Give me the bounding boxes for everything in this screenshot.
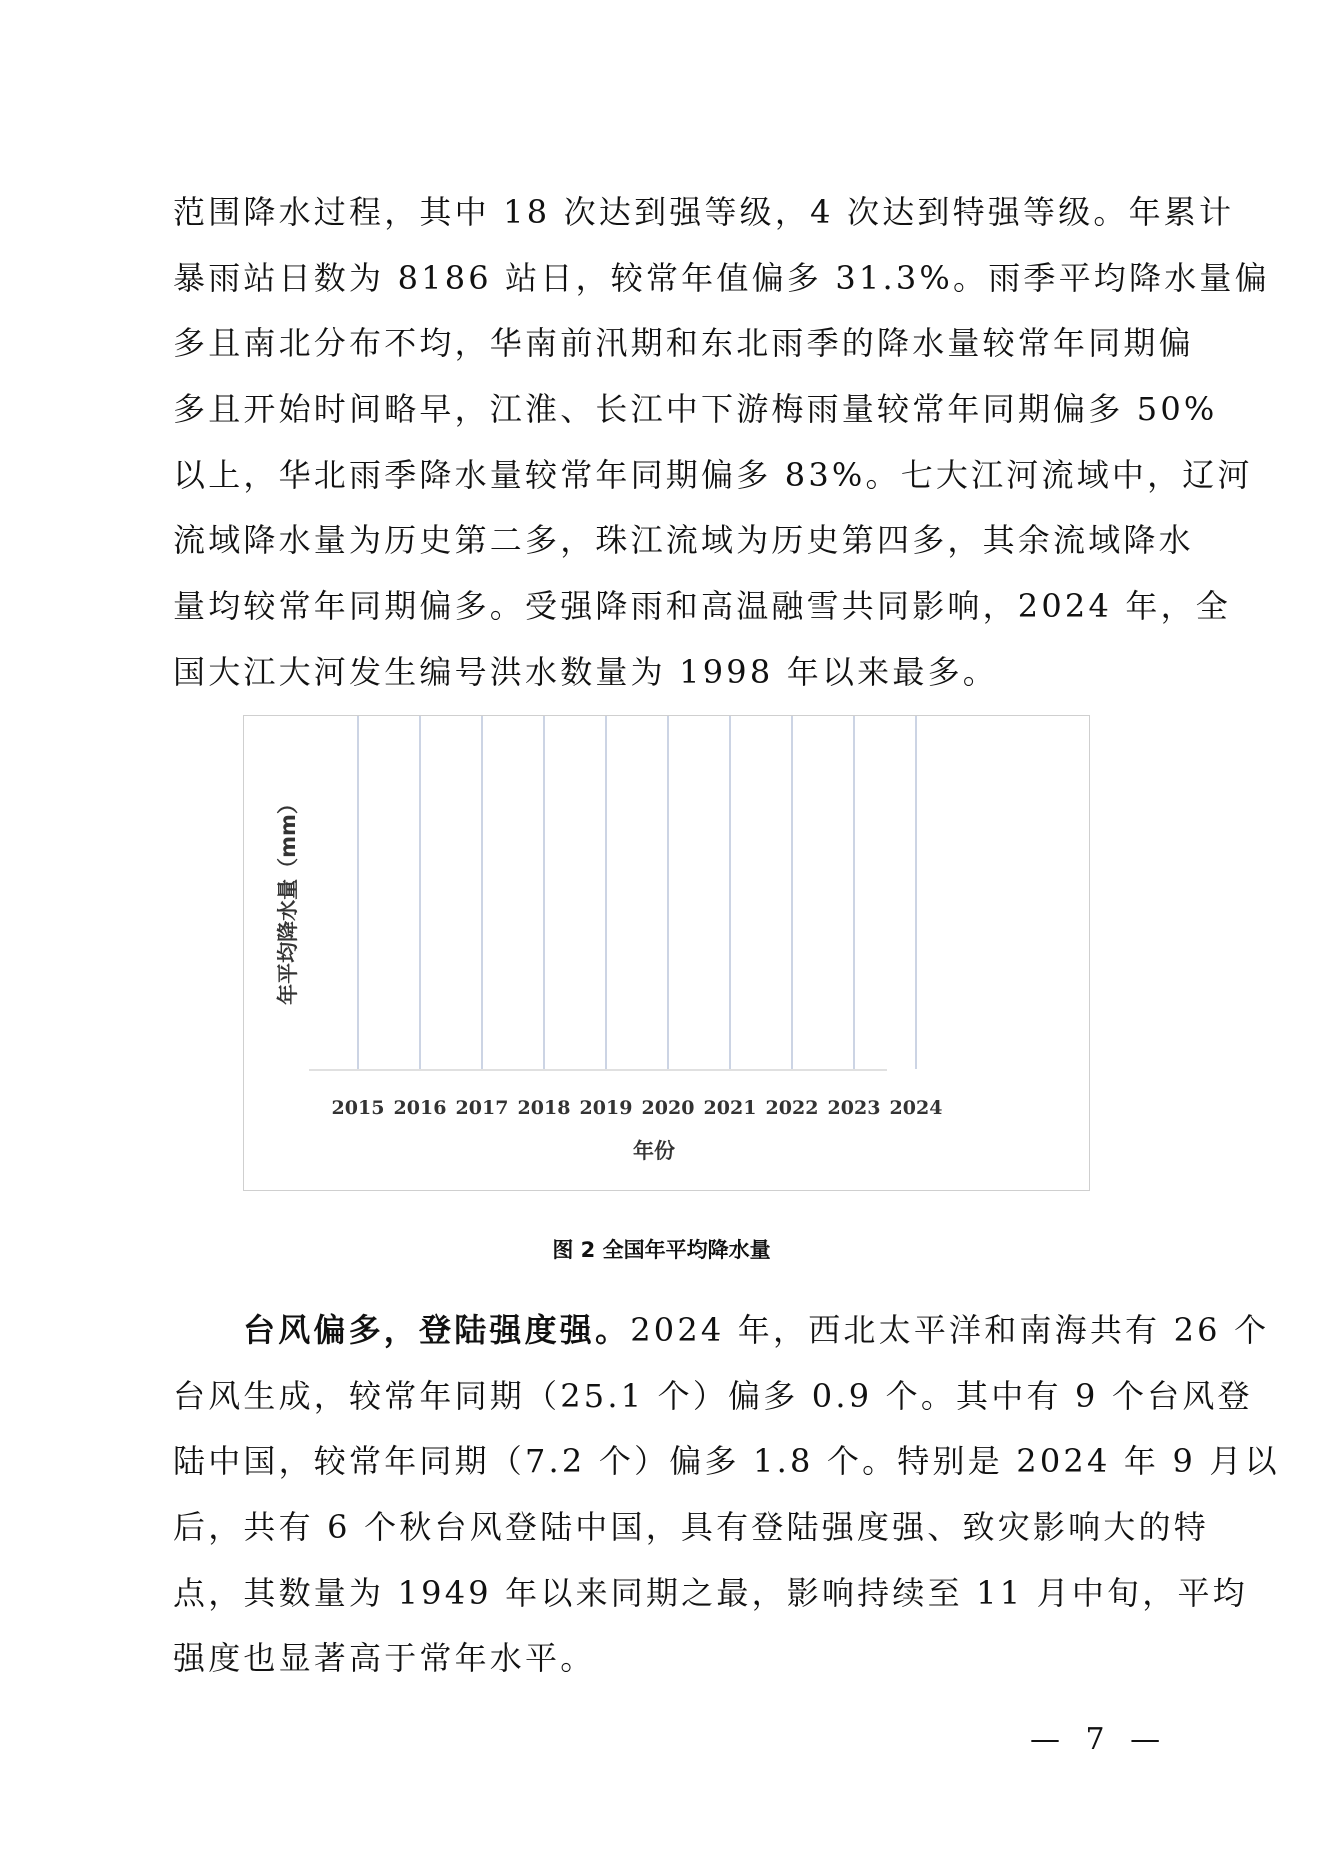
paragraph-line: 量均较常年同期偏多。受强降雨和高温融雪共同影响，2024 年，全 [173,587,1232,626]
paragraph-typhoon [173,1298,1280,1692]
x-tick-label: 2024 [889,1097,943,1119]
paragraph-heading: 台风偏多，登陆强度强。 [243,1311,631,1349]
figure-caption: 图 2 全国年平均降水量 [552,1238,771,1262]
paragraph-line: 强度也显著高于常年水平。 [173,1639,596,1678]
paragraph-line: 后，共有 6 个秋台风登陆中国，具有登陆强度强、致灾影响大的特 [173,1508,1209,1547]
paragraph-line: 暴雨站日数为 8186 站日，较常年值偏多 31.3%。雨季平均降水量偏 [173,258,1270,297]
x-tick-label: 2019 [579,1097,633,1119]
paragraph-line [173,1298,1270,1364]
paragraph-line: 国大江大河发生编号洪水数量为 1998 年以来最多。 [173,652,998,691]
paragraph-line: 点，其数量为 1949 年以来同期之最，影响持续至 11 月中旬，平均 [173,1573,1248,1612]
paragraph-line: 范围降水过程，其中 18 次达到强等级，4 次达到特强等级。年累计 [173,193,1235,231]
paragraph-rainfall [173,180,1270,706]
x-tick-label: 2017 [455,1097,509,1119]
paragraph-line: 台风生成，较常年同期（25.1 个）偏多 0.9 个。其中有 9 个台风登 [173,1376,1253,1415]
x-tick-label: 2021 [703,1097,757,1119]
paragraph-line: 多且开始时间略早，江淮、长江中下游梅雨量较常年同期偏多 50% [173,390,1218,429]
x-tick-label: 2016 [393,1097,447,1119]
paragraph-line: 多且南北分布不均，华南前汛期和东北雨季的降水量较常年同期偏 [173,324,1194,363]
x-axis-title: 年份 [633,1139,675,1163]
paragraph-text: 2024 年，西北太平洋和南海共有 26 个 [630,1311,1270,1349]
x-tick-label: 2020 [641,1097,695,1119]
paragraph-line: 陆中国，较常年同期（7.2 个）偏多 1.8 个。特别是 2024 年 9 月以 [173,1442,1280,1481]
paragraph-line: 以上，华北雨季降水量较常年同期偏多 83%。七大江河流域中，辽河 [173,455,1253,494]
paragraph-line: 流域降水量为历史第二多，珠江流域为历史第四多，其余流域降水 [173,521,1194,560]
chart-canvas [244,716,1089,1190]
precipitation-chart [243,715,1090,1191]
x-tick-label: 2023 [827,1097,881,1119]
page-number: — 7 — [1030,1722,1169,1757]
x-tick-label: 2018 [517,1097,571,1119]
y-axis-title: 年平均降水量（mm） [276,793,300,1005]
x-tick-label: 2022 [765,1097,819,1119]
x-tick-label: 2015 [331,1097,385,1119]
